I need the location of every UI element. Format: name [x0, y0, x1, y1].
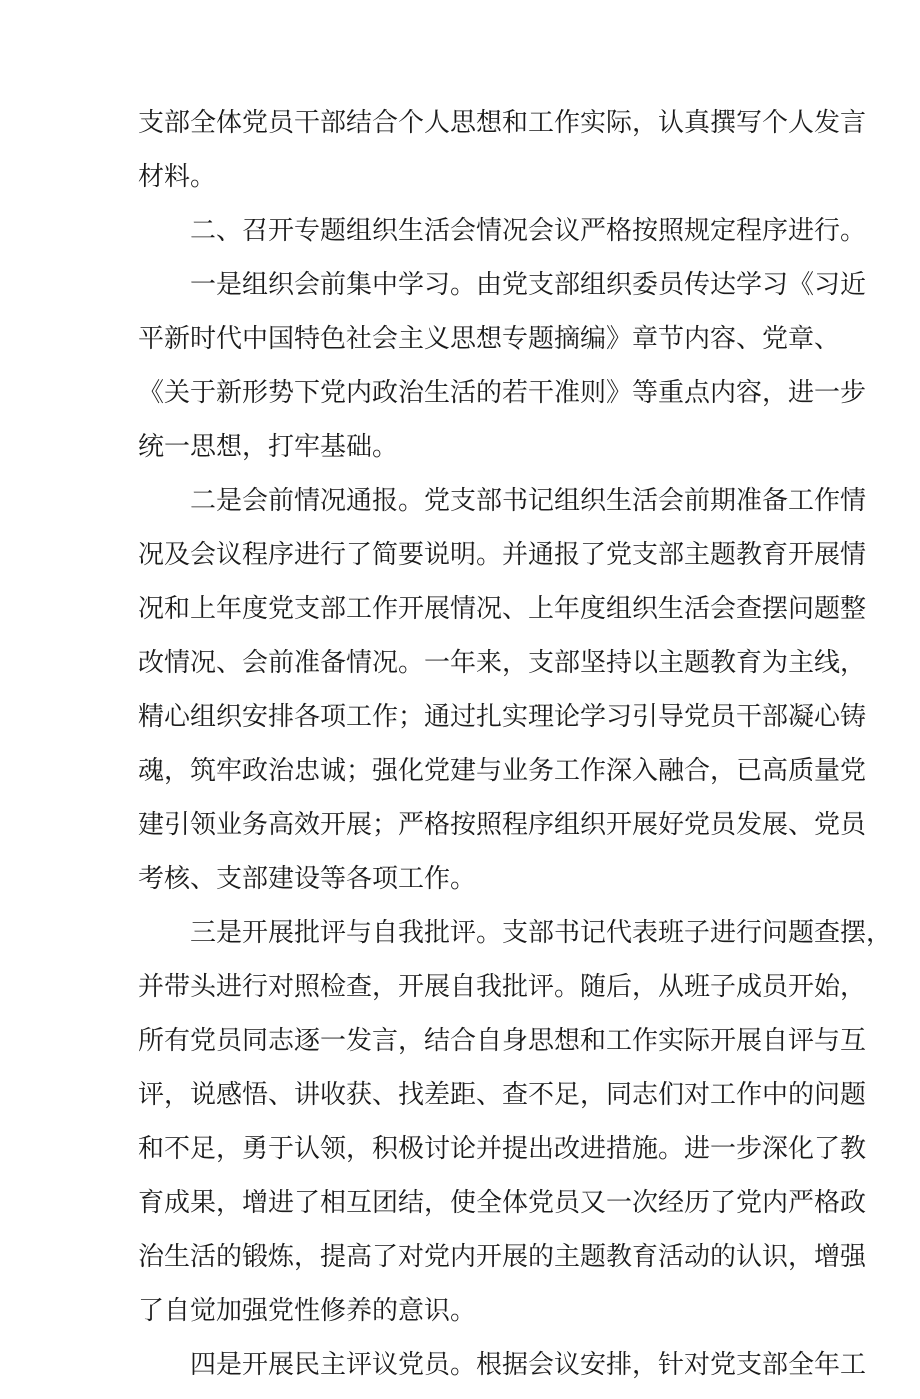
- text-line: 并带头进行对照检查，开展自我批评。随后，从班子成员开始，: [138, 972, 867, 1002]
- text-line: 精心组织安排各项工作；通过扎实理论学习引导党员干部凝心铸: [138, 702, 867, 732]
- text-line: 二是会前情况通报。党支部书记组织生活会前期准备工作情: [190, 486, 867, 516]
- text-line: 况及会议程序进行了简要说明。并通报了党支部主题教育开展情: [138, 540, 867, 570]
- text-line: 治生活的锻炼，提高了对党内开展的主题教育活动的认识，增强: [138, 1242, 867, 1272]
- text-line: 一是组织会前集中学习。由党支部组织委员传达学习《习近: [190, 270, 867, 300]
- text-line: 三是开展批评与自我批评。支部书记代表班子进行问题查摆，: [190, 918, 893, 948]
- text-line: 魂，筑牢政治忠诚；强化党建与业务工作深入融合，已高质量党: [138, 756, 867, 786]
- text-line: 统一思想，打牢基础。: [138, 432, 399, 462]
- text-line: 材料。: [138, 162, 217, 192]
- text-line: 支部全体党员干部结合个人思想和工作实际，认真撰写个人发言: [138, 108, 867, 138]
- text-line: 况和上年度党支部工作开展情况、上年度组织生活会查摆问题整: [138, 594, 867, 624]
- text-line: 评，说感悟、讲收获、找差距、查不足，同志们对工作中的问题: [138, 1080, 867, 1110]
- text-line: 改情况、会前准备情况。一年来，支部坚持以主题教育为主线，: [138, 648, 867, 678]
- text-line: 建引领业务高效开展；严格按照程序组织开展好党员发展、党员: [138, 810, 867, 840]
- text-line: 平新时代中国特色社会主义思想专题摘编》章节内容、党章、: [138, 324, 841, 354]
- text-line: 所有党员同志逐一发言，结合自身思想和工作实际开展自评与互: [138, 1026, 867, 1056]
- text-line: 考核、支部建设等各项工作。: [138, 864, 477, 894]
- text-line: 育成果，增进了相互团结，使全体党员又一次经历了党内严格政: [138, 1188, 867, 1218]
- text-line: 四是开展民主评议党员。根据会议安排，针对党支部全年工: [190, 1350, 867, 1380]
- body-text: [138, 103, 893, 1399]
- text-line: 了自觉加强党性修养的意识。: [138, 1296, 477, 1326]
- section-heading: 二、召开专题组织生活会情况会议严格按照规定程序进行。: [190, 216, 867, 246]
- text-line: 和不足，勇于认领，积极讨论并提出改进措施。进一步深化了教: [138, 1134, 867, 1164]
- text-line: 《关于新形势下党内政治生活的若干准则》等重点内容，进一步: [138, 378, 867, 408]
